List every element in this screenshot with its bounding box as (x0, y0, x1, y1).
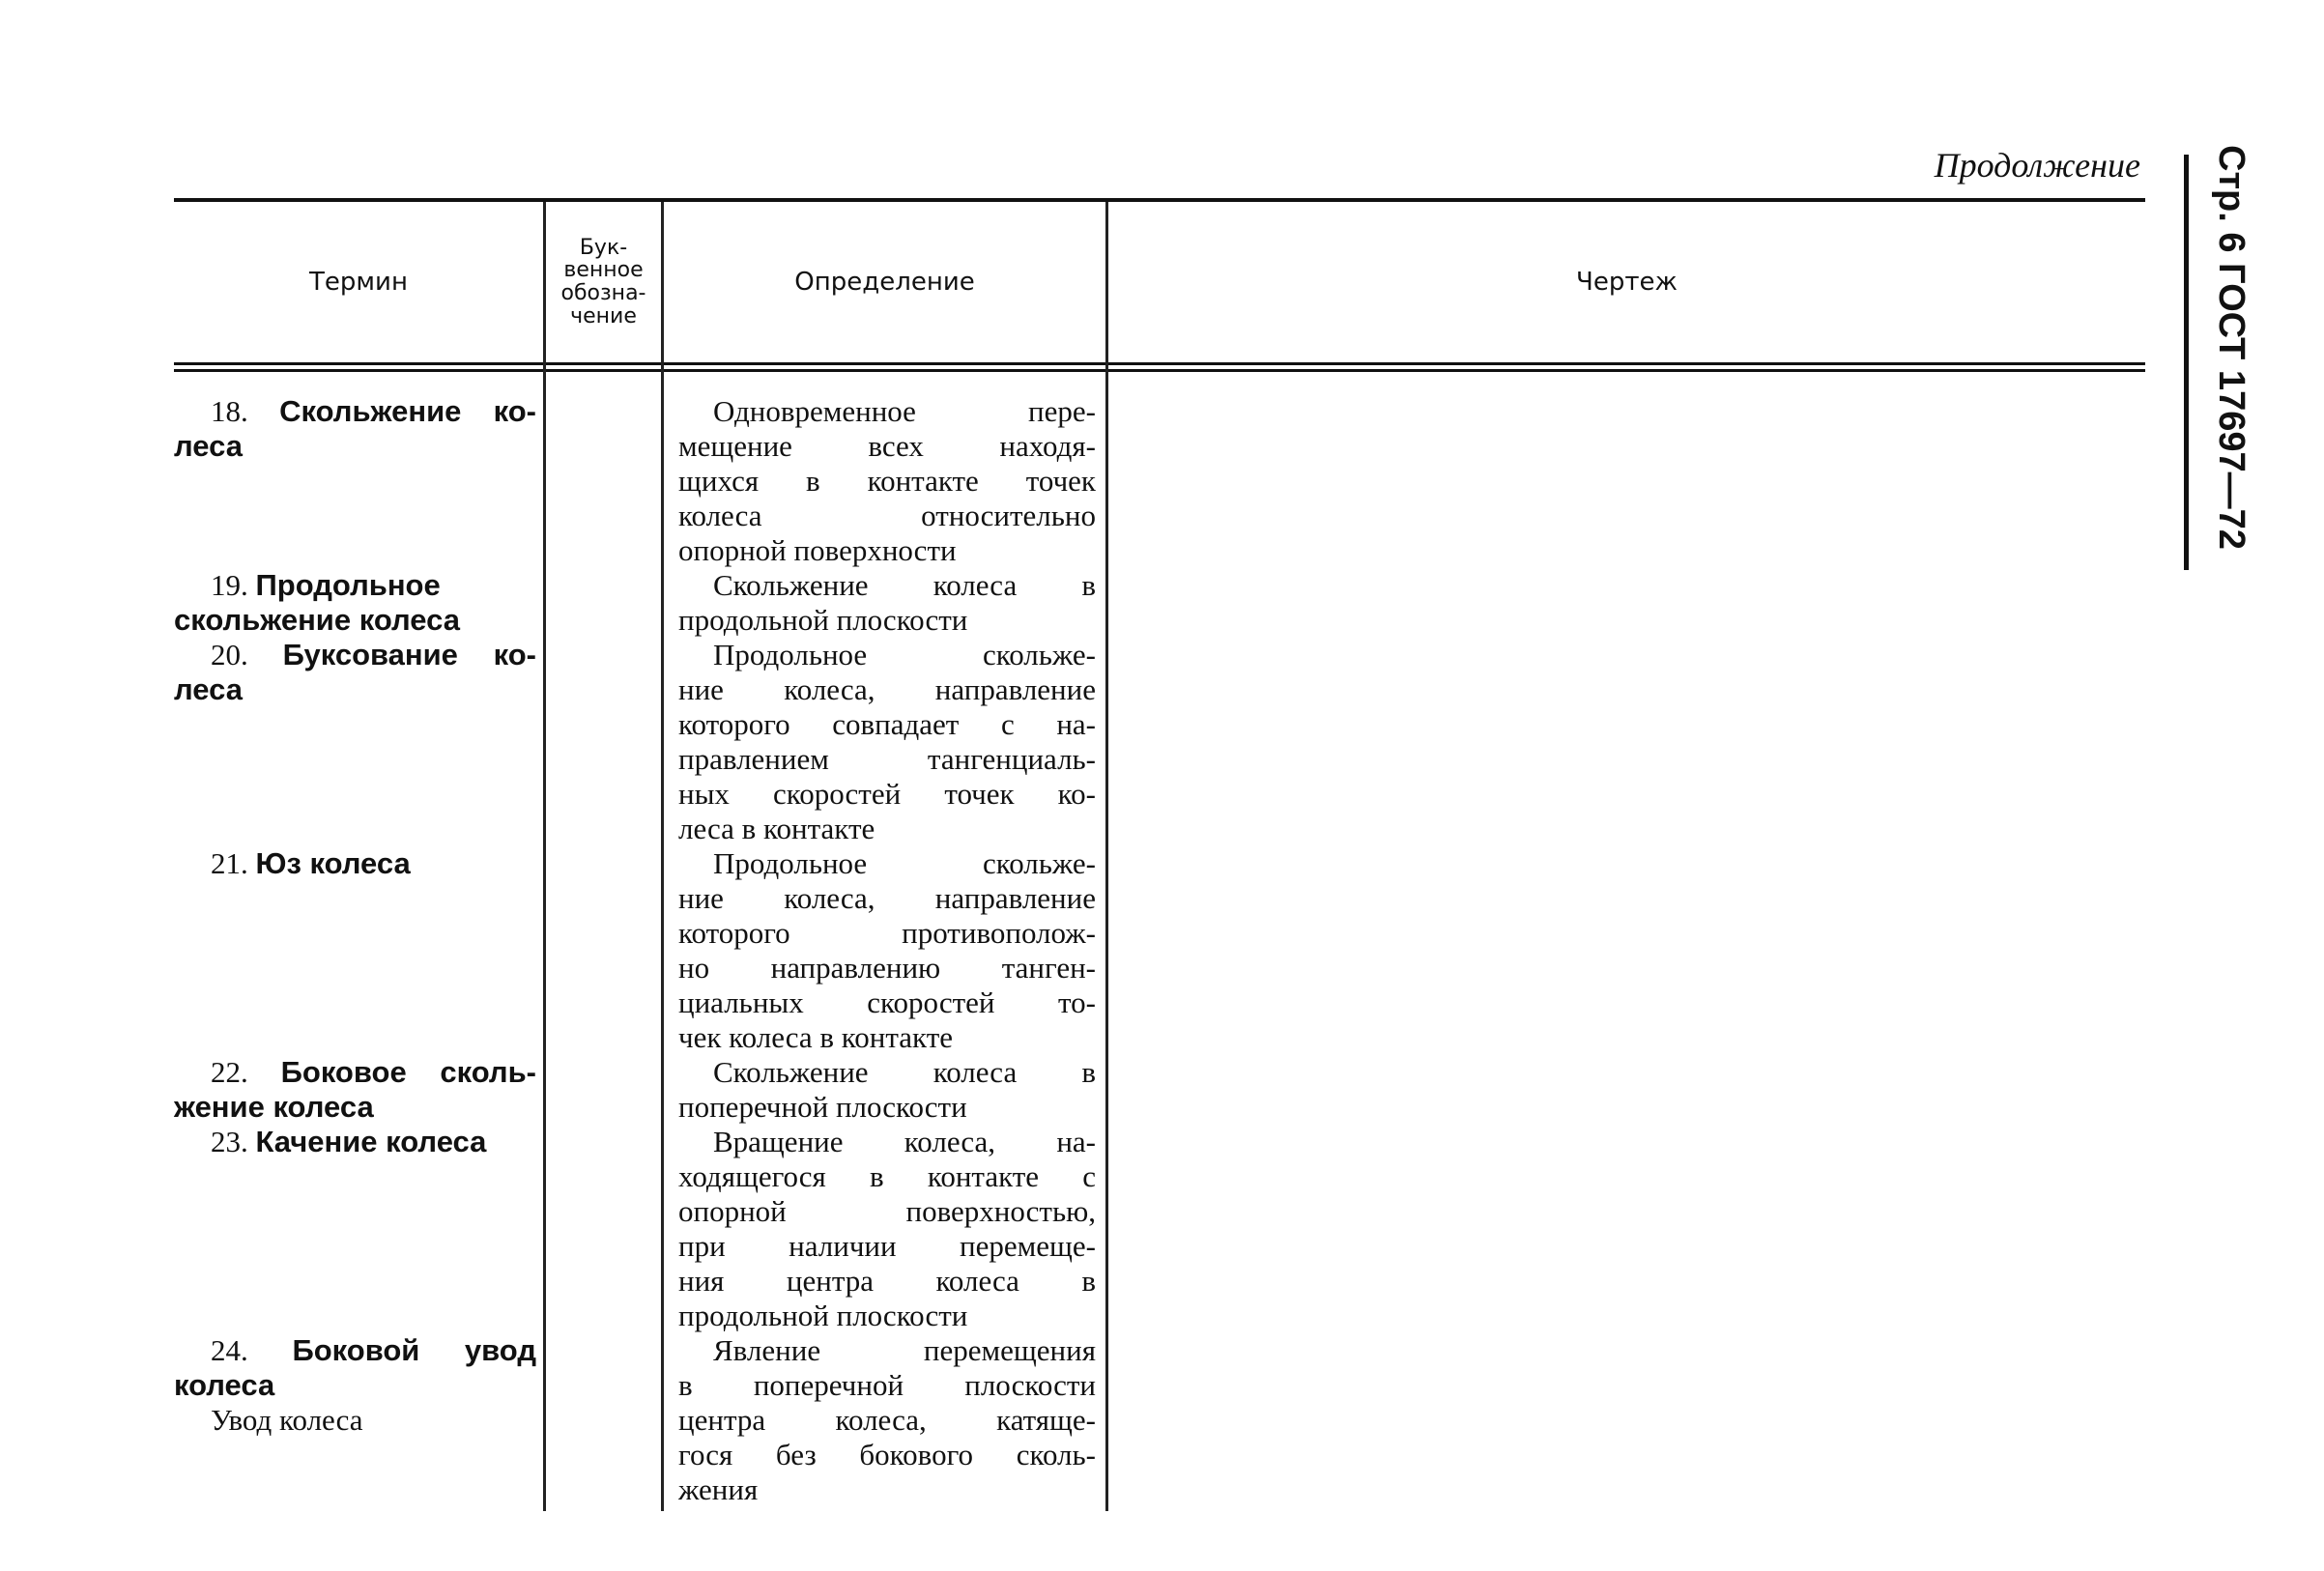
term-entry (174, 1333, 536, 1438)
definition-text: Явление перемещения в поперечной плоскости центра колеса, катяще- гося без бокового сколь- жения (678, 1333, 1096, 1506)
definition-text: Продольное скольже- ние колеса, направление которого противополож- но направлению танген- циальных скоростей то- чек колеса в контакте (678, 846, 1096, 1054)
continuation-label: Продолжение (1934, 146, 2140, 185)
col-divider-1 (543, 202, 546, 1511)
header-symbol-line: обозна- (560, 281, 646, 305)
term-number: 24. (211, 1333, 248, 1367)
term-title-cont: скольжение колеса (174, 603, 460, 637)
term-title-cont: жение колеса (174, 1090, 374, 1124)
side-header-rule (2184, 155, 2189, 570)
term-title-cont: леса (174, 672, 243, 706)
term-number: 20. (211, 638, 248, 671)
header-symbol-line: Бук- (579, 235, 628, 260)
header-symbol (546, 202, 661, 362)
term-entry (174, 1125, 536, 1159)
definition-text: Продольное скольже- ние колеса, направление которого совпадает с на- правлением тангенциаль- ных скоростей точек ко- леса в контакте (678, 638, 1096, 845)
term-entry (174, 394, 536, 464)
header-symbol-line: чение (570, 303, 637, 328)
term-title: Продольное (255, 568, 441, 602)
term-number: 21. (211, 846, 248, 880)
terms-table (174, 198, 2145, 1512)
term-title: Качение колеса (255, 1125, 487, 1158)
term-entry (174, 638, 536, 707)
header-term: Термин (309, 268, 408, 297)
term-number: 22. (211, 1055, 248, 1089)
definition-text: Скольжение колеса в продольной плоскости (678, 568, 1096, 637)
term-entry (174, 846, 536, 881)
term-entry (174, 1055, 536, 1125)
header-symbol-line: венное (563, 258, 644, 283)
col-divider-3 (1105, 202, 1108, 1511)
header-drawing: Чертеж (1576, 268, 1678, 297)
term-title: Буксование ко- (282, 638, 536, 671)
definition-text: Вращение колеса, на- ходящегося в контакте с опорной поверхностью, при наличии перемеще- ния центра колеса в продольной плоскости (678, 1125, 1096, 1332)
term-number: 19. (211, 568, 248, 602)
side-header-text: Стр. 6 ГОСТ 17697—72 (2211, 145, 2252, 550)
term-title: Боковой увод (292, 1333, 537, 1367)
term-synonym: Увод колеса (211, 1403, 363, 1437)
term-entry (174, 568, 536, 638)
definition-text: Одновременное пере- мещение всех находя- щихся в контакте точек колеса относительно опорной поверхности (678, 394, 1096, 567)
side-page-header (2184, 145, 2261, 570)
header-definition: Определение (794, 268, 975, 297)
term-title: Скольжение ко- (279, 394, 536, 428)
header-bottom-rule (174, 362, 2145, 365)
term-title: Юз колеса (255, 846, 411, 880)
col-divider-2 (661, 202, 664, 1511)
term-number: 23. (211, 1125, 248, 1158)
header-bottom-rule-2 (174, 369, 2145, 372)
term-number: 18. (211, 394, 248, 428)
term-title-cont: колеса (174, 1368, 275, 1402)
term-title-cont: леса (174, 429, 243, 463)
definition-text: Скольжение колеса в поперечной плоскости (678, 1055, 1096, 1124)
term-title: Боковое сколь- (280, 1055, 536, 1089)
